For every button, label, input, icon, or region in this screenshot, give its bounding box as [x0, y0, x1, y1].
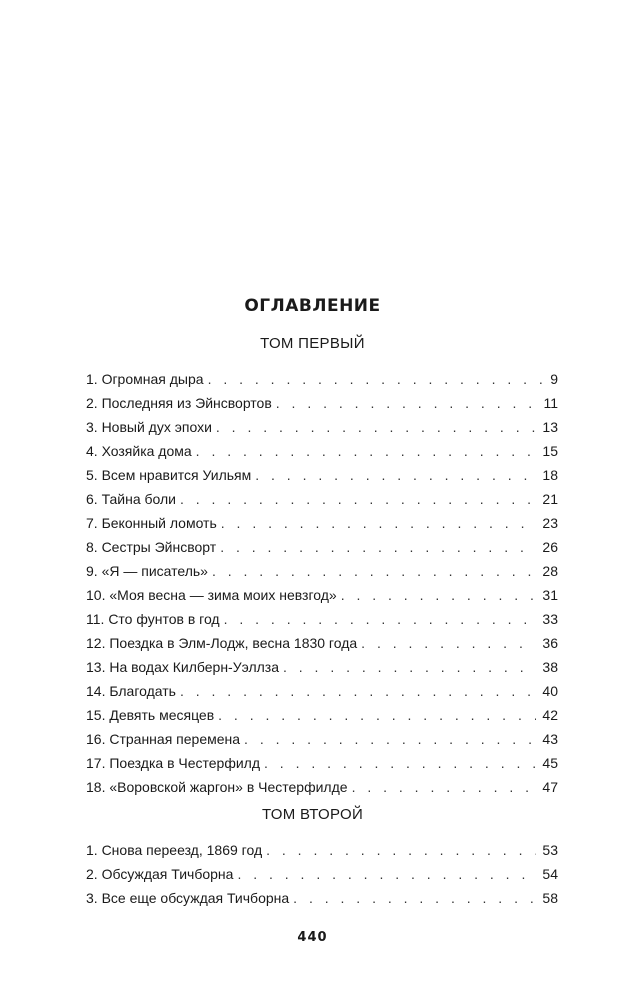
toc-entry-page: 54 — [542, 866, 558, 882]
toc-entry — [86, 367, 558, 391]
toc-entry-page: 21 — [542, 491, 558, 507]
toc-entry-page: 26 — [542, 539, 558, 555]
toc-entry-title: 13. На водах Килберн-Уэллза — [86, 659, 279, 675]
dot-leader — [237, 862, 536, 886]
dot-leader — [212, 559, 536, 583]
toc-entry-page: 58 — [542, 890, 558, 906]
dot-leader — [180, 679, 536, 703]
toc-entry-title: 5. Всем нравится Уильям — [86, 467, 252, 483]
toc-entry-title: 7. Беконный ломоть — [86, 515, 217, 531]
dot-leader — [180, 487, 536, 511]
volume-title-1: ТОМ ПЕРВЫЙ — [260, 335, 365, 352]
dot-leader — [283, 655, 536, 679]
toc-entry-title: 17. Поездка в Честерфилд — [86, 755, 261, 771]
toc-entry-page: 11 — [543, 395, 558, 411]
toc-entry-title: 3. Все еще обсуждая Тичборна — [86, 890, 290, 906]
dot-leader — [218, 703, 536, 727]
toc-entry — [86, 655, 558, 679]
toc-entry-title: 1. Огромная дыра — [86, 371, 204, 387]
toc-entry — [86, 679, 558, 703]
dot-leader — [361, 631, 536, 655]
toc-entry — [86, 535, 558, 559]
toc-entry-page: 40 — [542, 683, 558, 699]
toc-entry-title: 4. Хозяйка дома — [86, 443, 192, 459]
toc-entry-title: 18. «Воровской жаргон» в Честерфилде — [86, 779, 348, 795]
toc-entry-page: 42 — [542, 707, 558, 723]
toc-entry — [86, 415, 558, 439]
page-title: ОГЛАВЛЕНИЕ — [244, 296, 381, 316]
toc-entry — [86, 511, 558, 535]
toc-entry — [86, 727, 558, 751]
dot-leader — [244, 727, 536, 751]
toc-entry-title: 6. Тайна боли — [86, 491, 176, 507]
toc-entry — [86, 559, 558, 583]
dot-leader — [341, 583, 537, 607]
toc-entry-title: 1. Снова переезд, 1869 год — [86, 842, 263, 858]
toc-entry-page: 47 — [542, 779, 558, 795]
toc-entry-page: 36 — [542, 635, 558, 651]
toc-entry-page: 9 — [550, 371, 558, 387]
toc-entry-title: 2. Обсуждая Тичборна — [86, 866, 234, 882]
toc-entry — [86, 487, 558, 511]
dot-leader — [255, 463, 536, 487]
dot-leader — [208, 367, 545, 391]
toc-entry-title: 15. Девять месяцев — [86, 707, 215, 723]
toc-entry-page: 33 — [542, 611, 558, 627]
toc-entry — [86, 886, 558, 910]
toc-entry-title: 2. Последняя из Эйнсвортов — [86, 395, 272, 411]
dot-leader — [216, 415, 537, 439]
toc-entry — [86, 607, 558, 631]
toc-entry — [86, 862, 558, 886]
toc-entry-page: 18 — [542, 467, 558, 483]
dot-leader — [220, 535, 536, 559]
toc-entry-page: 43 — [542, 731, 558, 747]
toc-list-volume-1 — [86, 367, 558, 799]
toc-entry-page: 28 — [542, 563, 558, 579]
toc-entry — [86, 751, 558, 775]
volume-title-2: ТОМ ВТОРОЙ — [261, 806, 364, 823]
dot-leader — [266, 838, 536, 862]
toc-list-volume-2 — [86, 838, 558, 910]
toc-entry — [86, 775, 558, 799]
dot-leader — [224, 607, 537, 631]
toc-entry-title: 8. Сестры Эйнсворт — [86, 539, 217, 555]
toc-entry-title: 11. Сто фунтов в год — [86, 611, 220, 627]
dot-leader — [352, 775, 537, 799]
toc-entry-page: 23 — [542, 515, 558, 531]
toc-entry — [86, 838, 558, 862]
dot-leader — [196, 439, 537, 463]
toc-entry — [86, 631, 558, 655]
toc-entry — [86, 463, 558, 487]
dot-leader — [221, 511, 537, 535]
toc-entry-title: 12. Поездка в Элм-Лодж, весна 1830 года — [86, 635, 358, 651]
toc-entry-title: 14. Благодать — [86, 683, 176, 699]
dot-leader — [293, 886, 536, 910]
toc-entry-page: 38 — [542, 659, 558, 675]
toc-entry-page: 45 — [542, 755, 558, 771]
toc-entry — [86, 391, 558, 415]
dot-leader — [264, 751, 536, 775]
toc-entry — [86, 439, 558, 463]
toc-entry-page: 31 — [542, 587, 558, 603]
toc-entry-page: 15 — [542, 443, 558, 459]
toc-entry-title: 3. Новый дух эпохи — [86, 419, 212, 435]
toc-entry-title: 9. «Я — писатель» — [86, 563, 208, 579]
toc-entry-title: 10. «Моя весна — зима моих невзгод» — [86, 587, 337, 603]
page-number: 440 — [297, 930, 328, 945]
toc-entry — [86, 703, 558, 727]
toc-entry-page: 13 — [542, 419, 558, 435]
toc-entry-title: 16. Странная перемена — [86, 731, 241, 747]
toc-entry-page: 53 — [542, 842, 558, 858]
toc-entry — [86, 583, 558, 607]
dot-leader — [276, 391, 538, 415]
